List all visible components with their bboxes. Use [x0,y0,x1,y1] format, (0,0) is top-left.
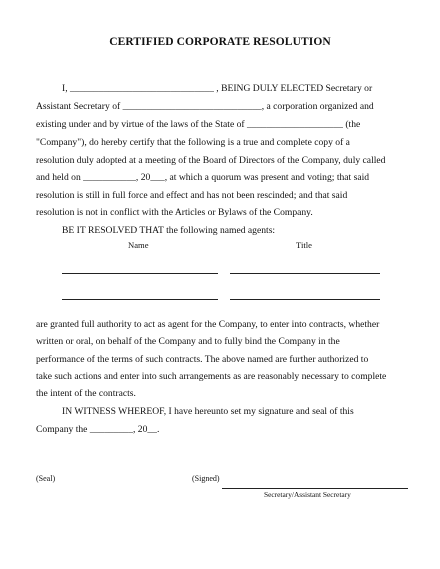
agent-name-line-2 [62,299,218,300]
body-line-6: and held on ___________, 20___, at which a quorum was present and voting; that said [36,172,370,183]
authority-line-4: take such actions and enter into such arrangements as are reasonably necessary to complete [36,371,387,382]
body-line-4: "Company"), do hereby certify that the following is a true and complete copy of a [36,137,350,148]
body-line-3: existing under and by virtue of the laws of the State of ____________________ (the [36,119,361,130]
document-title: CERTIFIED CORPORATE RESOLUTION [109,36,331,48]
agent-title-line-2 [230,299,380,300]
authority-line-2: written or oral, on behalf of the Company and to fully bind the Company in the [36,336,340,347]
body-line-8: resolution is not in conflict with the Articles or Bylaws of the Company. [36,207,313,218]
agent-name-line-1 [62,273,218,274]
signed-label: (Signed) [192,474,220,483]
agent-title-line-1 [230,273,380,274]
column-name-header: Name [128,240,149,250]
authority-line-5: the intent of the contracts. [36,388,136,399]
signer-caption: Secretary/Assistant Secretary [264,490,351,499]
body-line-1: I, ______________________________ , BEING DULY ELECTED Secretary or [62,83,373,94]
column-title-header: Title [296,240,312,250]
witness-line: IN WITNESS WHEREOF, I have hereunto set my signature and seal of this [62,406,354,417]
resolved-line: BE IT RESOLVED THAT the following named agents: [62,225,276,236]
authority-line-3: performance of the terms of such contracts. The above named are further authorized to [36,354,369,365]
witness-date-line: Company the _________, 20__. [36,424,160,435]
body-line-5: resolution duly adopted at a meeting of the Board of Directors of the Company, duly called [36,155,386,166]
seal-label: (Seal) [36,474,56,483]
body-line-7: resolution is still in full force and effect and has not been rescinded; and that said [36,190,348,201]
authority-line-1: are granted full authority to act as agent for the Company, to enter into contracts, whether [36,319,380,330]
signature-line [222,488,408,489]
body-line-2: Assistant Secretary of _____________________________, a corporation organized and [36,101,374,112]
